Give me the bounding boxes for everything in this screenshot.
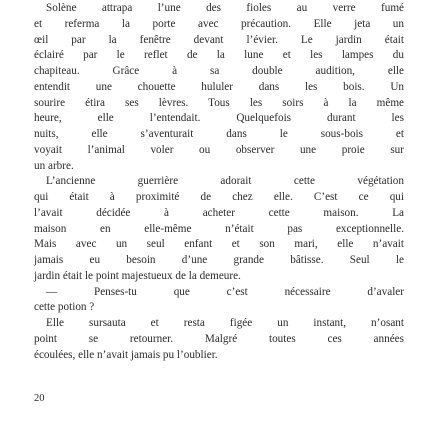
text-line: sourire étira ses lèvres. Tous les soirs à la même bbox=[34, 96, 404, 109]
page-number: 20 bbox=[34, 393, 45, 404]
paragraph-4 bbox=[34, 316, 404, 363]
text-line: écoulées, elle n’avait jamais pu l’oublier. bbox=[34, 348, 218, 361]
text-line: qui était à proximité de chez elle. C’est ce qui bbox=[34, 191, 404, 203]
text-line: l’avait décidée à acheter cette maison. La bbox=[34, 206, 404, 219]
text-line: œil par la fenêtre devant l’évier. Le jardin était bbox=[34, 33, 404, 46]
paragraph-3-dialogue bbox=[34, 285, 404, 317]
text-line: L’ancienne guerrière adorait cette végétation bbox=[46, 175, 404, 188]
paragraph-1 bbox=[34, 1, 404, 174]
text-line: chapiteau. Grâce à sa double audition, elle bbox=[34, 65, 404, 77]
text-line: Mais avec un seul enfant et son mari, elle n’avait bbox=[34, 238, 404, 251]
text-line: — Penses-tu que c’est nécessaire d’avaler bbox=[46, 285, 404, 298]
text-line: Solène attrapa l’une des fioles au verre fumé bbox=[46, 2, 404, 14]
paragraph-2 bbox=[34, 174, 404, 284]
text-line: voyait l’animal voler ou observer une proie sur bbox=[34, 143, 404, 156]
text-line: et referma la porte avec précaution. Elle jeta un bbox=[34, 17, 404, 30]
text-line: jardin était le point majestueux de la demeure. bbox=[34, 269, 241, 282]
text-line: maison en elle-même n’était pas exceptionnelle. bbox=[34, 222, 404, 235]
text-line: éclairé par le reflet de la lune et les lampes du bbox=[34, 49, 404, 62]
text-line: nuits, elle s’aventurait dans le sous-bois et bbox=[34, 128, 404, 140]
text-line: un arbre. bbox=[34, 159, 74, 172]
text-line: heure, elle l’entendait. Quelquefois durant les bbox=[34, 112, 404, 125]
text-line: Elle sursauta et resta figée un instant, n’osant bbox=[46, 317, 404, 329]
text-line: entendit une chouette hululer dans les bois. Un bbox=[34, 80, 404, 93]
text-line: point se retourner. Malgré toutes ces années bbox=[34, 332, 404, 345]
text-line: cette potion ? bbox=[34, 301, 95, 314]
body-text bbox=[34, 1, 404, 363]
text-line: jamais eu besoin d’une grande bâtisse. Seul le bbox=[34, 254, 404, 266]
